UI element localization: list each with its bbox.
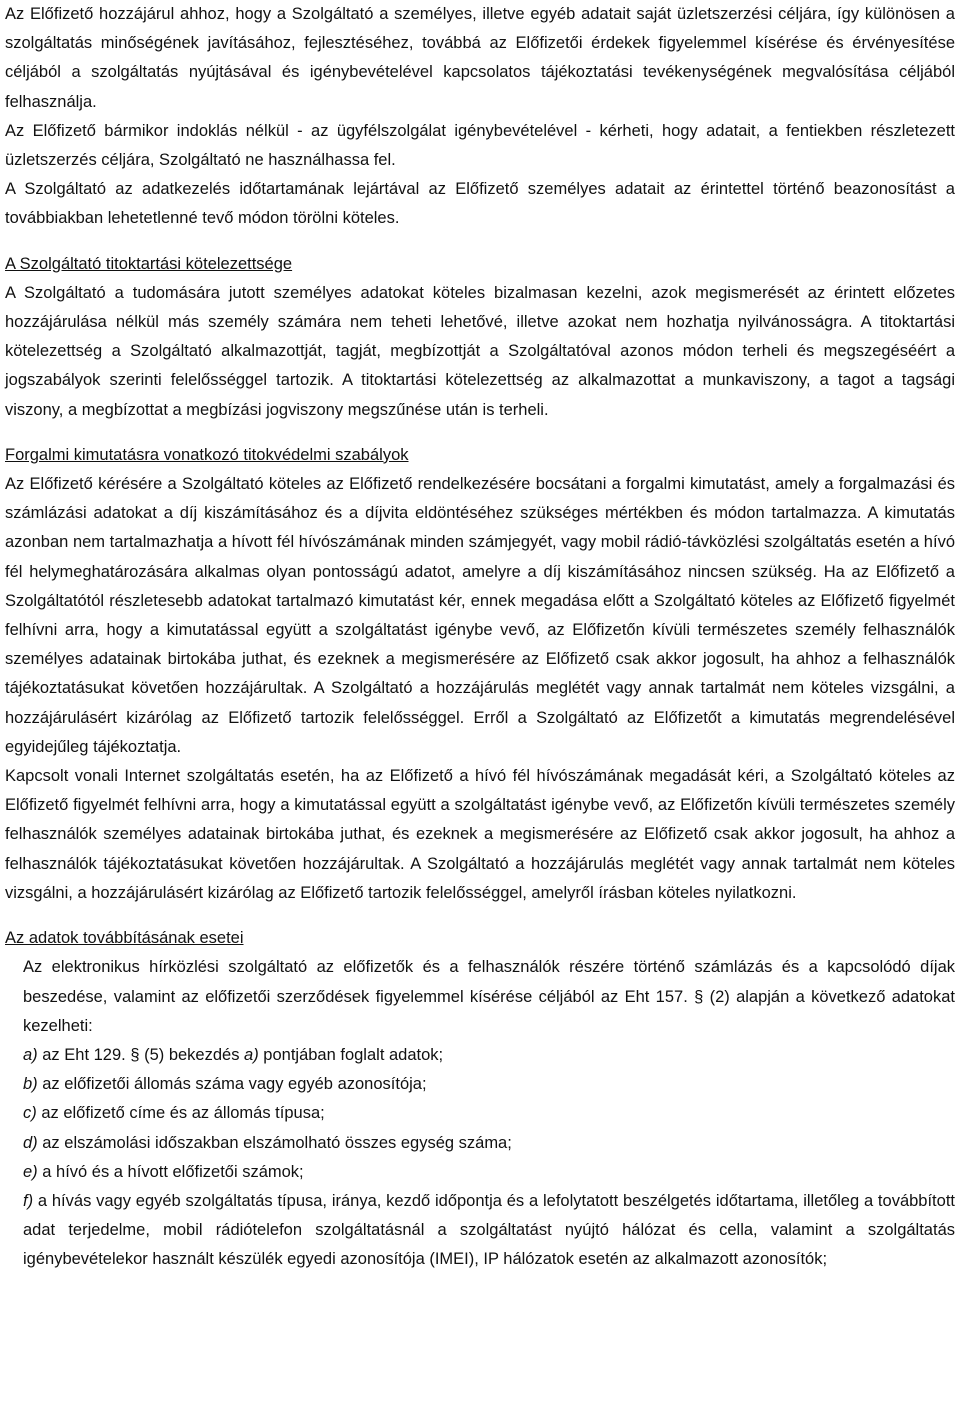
transfer-heading: Az adatok továbbításának esetei [5, 929, 244, 948]
list-item-f: f) a hívás vagy egyéb szolgáltatás típusa, iránya, kezdő időpontja és a lefolytatott beszélgetés időtartama, illetőleg a továbbított adat terjedelme, mobil rádiótelefon szolgáltatásnál a szolgáltatást nyújtó hálózat és cella, valamint a szolgáltatás igénybevételekor használt készülék egyedi azonosítója (IMEI), IP hálózatok esetén az alkalmazott azonosítók; [23, 1191, 955, 1269]
traffic-paragraph-2: Kapcsolt vonali Internet szolgáltatás esetén, ha az Előfizető a hívó fél hívószámának megadását kéri, a Szolgáltató köteles az Előfizető figyelmét felhívni arra, hogy a kimutatással együtt a szolgáltatást igénybe vevő, az Előfizetőn kívüli természetes személy felhasználók személyes adatainak birtokába juthat, és ezeknek a megismerésére az Előfizető csak akkor jogosult, ha ahhoz a felhasználók tájékoztatásukat követően hozzájárultak. A Szolgáltató a hozzájárulás meglétét vagy annak tartalmát nem köteles vizsgálni, a hozzájárulásért kizárólag az Előfizető tartozik felelősséggel, amelyről írásban köteles nyilatkozni. [5, 767, 955, 902]
section-gap [5, 234, 955, 250]
list-item-c: c) az előfizető címe és az állomás típusa; [23, 1104, 325, 1123]
traffic-heading: Forgalmi kimutatásra vonatkozó titokvédelmi szabályok [5, 445, 409, 464]
section-gap [5, 908, 955, 924]
intro-paragraph-3: A Szolgáltató az adatkezelés időtartamának lejártával az Előfizető személyes adatait az érintettel történő beazonosítást a továbbiakban lehetetlenné tevő módon törölni köteles. [5, 180, 955, 228]
intro-paragraph-2: Az Előfizető bármikor indoklás nélkül - az ügyfélszolgálat igénybevételével - kérheti, hogy adatait, a fentiekben részletezett üzletszerzés céljára, Szolgáltató ne használhassa fel. [5, 121, 955, 170]
list-item-b: b) az előfizetői állomás száma vagy egyéb azonosítója; [23, 1075, 427, 1094]
list-item-a: a) az Eht 129. § (5) bekezdés a) pontjában foglalt adatok; [23, 1045, 444, 1064]
section-gap [5, 425, 955, 441]
list-item-e: e) a hívó és a hívott előfizetői számok; [23, 1162, 304, 1181]
traffic-paragraph-1: Az Előfizető kérésére a Szolgáltató köteles az Előfizető rendelkezésére bocsátani a forgalmi kimutatást, amely a forgalmazási és számlázási adatokat a díj kiszámításához és a díjvita eldöntéséhez szükséges mértékben és módon tartalmazza. A kimutatás azonban nem tartalmazhatja a hívott fél hívószámának minden számjegyét, vagy mobil rádió-távközlési szolgáltatás esetén a hívó fél helymeghatározására alkalmas olyan pontosságú adatot, amelyre a díj kiszámításához nincsen szükség. Ha az Előfizető a Szolgáltatótól részletesebb adatokat tartalmazó kimutatást kér, ennek megadása előtt a Szolgáltató köteles az Előfizető figyelmét felhívni arra, hogy a kimutatással együtt a szolgáltatást igénybe vevő, az Előfizetőn kívüli természetes személy felhasználók személyes adatainak birtokába juthat, és ezeknek a megismerésére az Előfizető csak akkor jogosult, ha ahhoz a felhasználók tájékoztatásukat követően hozzájárultak. A Szolgáltató a hozzájárulás meglétét vagy annak tartalmát nem köteles vizsgálni, a hozzájárulásért kizárólag az Előfizető tartozik felelősséggel. Erről a Szolgáltató az Előfizetőt a kimutatás megrendelésével egyidejűleg tájékoztatja. [5, 475, 955, 756]
secrecy-paragraph: A Szolgáltató a tudomására jutott személyes adatokat köteles bizalmasan kezelni, azok megismerését az érintett előzetes hozzájárulása nélkül más személy számára nem teheti lehetővé, illetve azokat nem hozhatja nyilvánosságra. A titoktartási kötelezettség a Szolgáltató alkalmazottját, tagját, megbízottját a Szolgáltatóval azonos módon terheli és megszegéséért a jogszabályok szerinti felelősséggel tartozik. A titoktartási kötelezettség az alkalmazottat a munkaviszony, a tagot a tagsági viszony, a megbízottat a megbízási jogviszony megszűnése után is terheli. [5, 283, 955, 419]
intro-paragraph-1: Az Előfizető hozzájárul ahhoz, hogy a Szolgáltató a személyes, illetve egyéb adatait saját üzletszerzési céljára, így különösen a szolgáltatás minőségének javításához, fejlesztéséhez, továbbá az Előfizetői érdekek figyelemmel kísérése és érvényesítése céljából a szolgáltatás nyújtásával és igénybevételével kapcsolatos tájékoztatási tevékenységének megvalósítása céljából felhasználja. [5, 5, 955, 111]
secrecy-heading: A Szolgáltató titoktartási kötelezettsége [5, 254, 293, 273]
list-item-d: d) az elszámolási időszakban elszámolható összes egység száma; [23, 1133, 512, 1152]
transfer-paragraph: Az elektronikus hírközlési szolgáltató az előfizetők és a felhasználók részére történő számlázás és a kapcsolódó díjak beszedése, valamint az előfizetői szerződések figyelemmel kísérése céljából az Eht 157. § (2) alapján a következő adatokat kezelheti: [23, 958, 955, 1035]
